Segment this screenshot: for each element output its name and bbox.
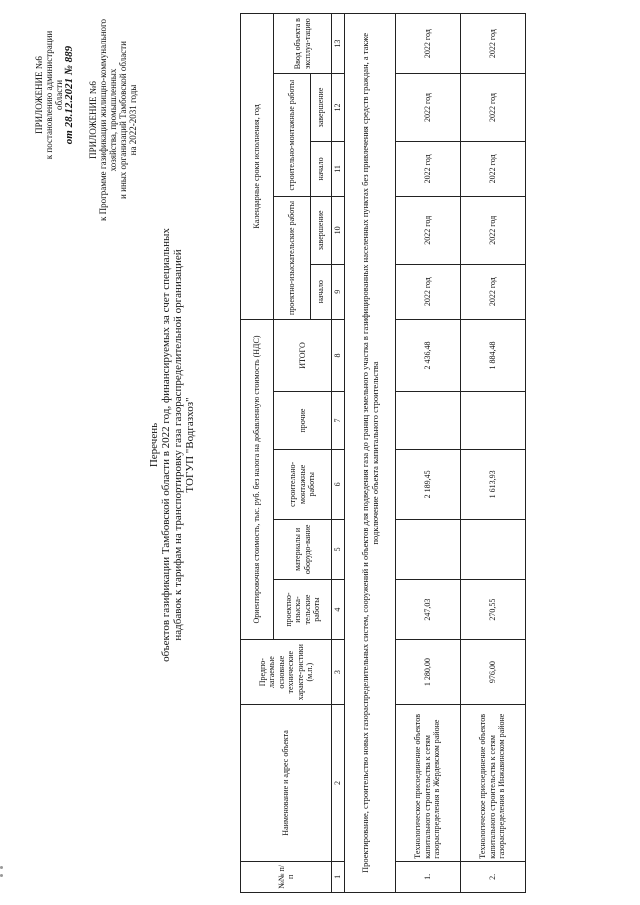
- annex-line: хозяйства, промышленных: [108, 68, 118, 172]
- total-cost: 1 884,48: [460, 319, 525, 391]
- construction-cost: 2 189,45: [395, 449, 460, 519]
- commissioning-year: 2022 год: [460, 14, 525, 74]
- header-start: начало: [311, 141, 332, 196]
- header-design: проектно-изыска-тельские работы: [274, 579, 332, 639]
- header-total: ИТОГО: [274, 319, 332, 391]
- annex-header-resolution: [34, 20, 74, 170]
- header-materials: материалы и оборудо-вание: [274, 519, 332, 579]
- header-survey-works: проектно-изыскательские работы: [274, 197, 311, 320]
- objects-table: [240, 13, 526, 893]
- header-end: завершение: [311, 74, 332, 141]
- materials-cost: [395, 519, 460, 579]
- design-cost: 270,55: [460, 579, 525, 639]
- build-end: 2022 год: [395, 74, 460, 141]
- row-number: 1.: [395, 861, 460, 892]
- annex-line: к Программе газификации жилищно-коммунального: [98, 18, 108, 222]
- section-title: Проектирование, строительство новых газораспределительных систем, сооружений и объектов для подведения газа до границ земельного участка в газифицированных населенных пунктах без привлечения средств граждан, а также подключение объекта капитального строительства: [344, 14, 395, 893]
- handwritten-date-number: от 28.12.2021 № 889: [63, 45, 75, 145]
- total-cost: 2 436,48: [395, 319, 460, 391]
- construction-cost: 1 613,93: [460, 449, 525, 519]
- scan-speck: [0, 874, 3, 877]
- title-line: надбавок к тарифам на транспортировку газа газораспределительной организацией: [172, 249, 184, 641]
- column-number: 3: [332, 640, 345, 705]
- header-end: завершение: [311, 197, 332, 264]
- document-title: [148, 125, 196, 765]
- annex-title: ПРИЛОЖЕНИЕ №6: [34, 56, 44, 134]
- column-number: 7: [332, 392, 345, 450]
- annex-line: на 2022-2031 годы: [128, 84, 138, 156]
- object-name: Технологическое присоединение объектов капитального строительства к сетям газораспределения в Инжавинском районе: [460, 705, 525, 862]
- build-end: 2022 год: [460, 74, 525, 141]
- other-cost: [395, 392, 460, 450]
- column-number: 13: [332, 14, 345, 74]
- column-number: 11: [332, 141, 345, 196]
- technical-value: 976,00: [460, 640, 525, 705]
- survey-end: 2022 год: [395, 197, 460, 264]
- header-cost: Ориентировочная стоимость, тыс. руб. без налога на добавленную стоимость (НДС): [241, 319, 274, 639]
- other-cost: [460, 392, 525, 450]
- column-number: 6: [332, 449, 345, 519]
- design-cost: 247,03: [395, 579, 460, 639]
- survey-start: 2022 год: [395, 264, 460, 319]
- column-number: 4: [332, 579, 345, 639]
- column-number: 1: [332, 861, 345, 892]
- column-number: 8: [332, 319, 345, 391]
- table-row: [460, 14, 525, 893]
- column-number-row: [332, 14, 345, 893]
- annex-line: и иных организаций Тамбовской области: [118, 41, 128, 199]
- scan-speck: [0, 866, 3, 869]
- title-line: Перечень: [148, 422, 160, 468]
- header-other: прочие: [274, 392, 332, 450]
- object-name: Технологическое присоединение объектов капитального строительства к сетям газораспределения в Жердевском районе: [395, 705, 460, 862]
- build-start: 2022 год: [460, 141, 525, 196]
- title-line: ТОГУП "Водгазхоз": [184, 397, 196, 493]
- materials-cost: [460, 519, 525, 579]
- column-number: 9: [332, 264, 345, 319]
- header-name: Наименование и адрес объекта: [241, 705, 332, 862]
- annex-header-program: [88, 0, 138, 245]
- commissioning-year: 2022 год: [395, 14, 460, 74]
- header-calendar: Календарные сроки исполнения, год: [241, 14, 274, 320]
- annex-line: к постановлению администрации области: [44, 30, 64, 160]
- header-build-works: строительно-монтажные работы: [274, 74, 311, 197]
- section-row: [344, 14, 395, 893]
- column-number: 10: [332, 197, 345, 264]
- column-number: 2: [332, 705, 345, 862]
- annex-title: ПРИЛОЖЕНИЕ №6: [88, 81, 98, 159]
- build-start: 2022 год: [395, 141, 460, 196]
- table-row: [395, 14, 460, 893]
- survey-start: 2022 год: [460, 264, 525, 319]
- column-number: 12: [332, 74, 345, 141]
- header-commissioning: Ввод объекта в эксплуа-тацию: [274, 14, 332, 74]
- technical-value: 1 280,00: [395, 640, 460, 705]
- header-number: №№ п/п: [241, 861, 332, 892]
- header-start: начало: [311, 264, 332, 319]
- row-number: 2.: [460, 861, 525, 892]
- header-construction: строительно-монтажные работы: [274, 449, 332, 519]
- header-technical: Предпо-лагаемые основные технические характе-ристики (м.п.): [241, 640, 332, 705]
- survey-end: 2022 год: [460, 197, 525, 264]
- column-number: 5: [332, 519, 345, 579]
- title-line: объектов газификации Тамбовской области в 2022 год, финансируемых за счет специальных: [160, 228, 172, 662]
